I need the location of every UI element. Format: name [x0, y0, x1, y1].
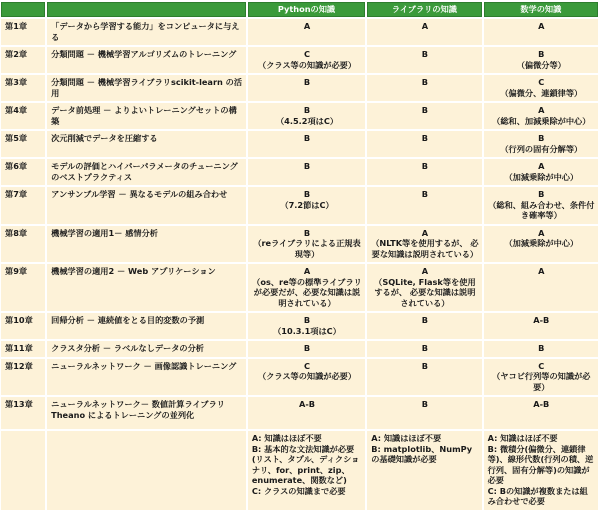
table-row — [1, 47, 598, 73]
rating-note: （総和、組み合わせ、条件付き確率等） — [488, 199, 595, 220]
math-knowledge-cell — [484, 264, 598, 311]
rating-note: （行列の固有分解等） — [500, 143, 583, 154]
legend-line: A: 知識はほぼ不要 — [371, 433, 442, 443]
rating-note: （クラス等の知識が必要） — [258, 59, 357, 70]
table-row — [1, 313, 598, 339]
chapter-title-cell: 分類問題 － 機械学習アルゴリズムのトレーニング — [47, 47, 246, 73]
chapter-title-cell: 次元削減でデータを圧縮する — [47, 131, 246, 157]
math-knowledge-cell — [484, 226, 598, 263]
header-python-knowledge: Pythonの知識 — [248, 2, 365, 17]
library-knowledge-cell — [367, 131, 481, 157]
rating-note: （NLTK等を使用するが、 必要な知識は説明されている） — [371, 238, 479, 259]
library-knowledge-cell — [367, 397, 481, 429]
math-knowledge-cell — [484, 19, 598, 45]
library-knowledge-cell — [367, 264, 481, 311]
chapter-title-cell: 「データから学習する能力」をコンピュータに与える — [47, 19, 246, 45]
header-chapter — [1, 2, 45, 17]
chapter-cell: 第3章 — [1, 75, 45, 101]
chapter-cell: 第11章 — [1, 341, 45, 357]
library-knowledge-cell — [367, 341, 481, 357]
chapter-cell: 第13章 — [1, 397, 45, 429]
rating-label: B — [538, 49, 545, 59]
chapter-cell: 第9章 — [1, 264, 45, 311]
chapter-title-cell: アンサンブル学習 － 異なるモデルの組み合わせ — [47, 187, 246, 224]
table-row — [1, 19, 598, 45]
rating-label: B — [303, 343, 311, 353]
legend-line: B: 微積分(偏微分、連鎖律等)、線形代数(行列の積、逆行列、固有分解等)の知識が必要 — [487, 443, 594, 485]
chapter-title-cell: クラスタ分析 － ラベルなしデータの分析 — [47, 341, 246, 357]
rating-label: B — [421, 105, 429, 115]
rating-label: B — [421, 189, 429, 199]
rating-label: A — [421, 21, 429, 31]
chapter-title-cell: 機械学習の適用1－ 感情分析 — [47, 226, 246, 263]
rating-label: B — [303, 105, 311, 115]
chapter-cell: 第8章 — [1, 226, 45, 263]
math-knowledge-cell — [484, 103, 598, 129]
rating-label: A — [538, 227, 545, 238]
rating-label: B — [421, 360, 429, 371]
table-row — [1, 75, 598, 101]
chapter-cell: 第1章 — [1, 19, 45, 45]
python-knowledge-cell — [248, 19, 365, 45]
rating-label: A — [538, 266, 545, 276]
table-row — [1, 103, 598, 129]
rating-note: （reライブラリによる正規表現等） — [253, 238, 361, 259]
rating-label: C — [538, 360, 545, 371]
python-legend-cell — [248, 431, 365, 510]
rating-note: （ヤコビ行列等の知識が必要） — [492, 371, 591, 392]
legend-line: B: 基本的な文法知識が必要(リスト、タプル、ディクショナリ、for、print、zip、enumerate、関数など) — [251, 443, 360, 485]
rating-note: （加減乗除が中心） — [504, 171, 579, 182]
python-knowledge-cell — [248, 341, 365, 357]
rating-label: A — [303, 266, 311, 276]
chapter-title-cell: 回帰分析 － 連続値をとる目的変数の予測 — [47, 313, 246, 339]
header-library-knowledge: ライブラリの知識 — [367, 2, 481, 17]
math-knowledge-cell — [484, 397, 598, 429]
rating-note: （クラス等の知識が必要） — [258, 371, 357, 381]
rating-label: A — [538, 105, 545, 115]
chapter-cell: 第6章 — [1, 159, 45, 185]
header-title — [47, 2, 246, 17]
rating-label: A-B — [299, 399, 315, 409]
legend-line: A: 知識はほぼ不要 — [487, 433, 558, 443]
library-knowledge-cell — [367, 313, 481, 339]
table-row — [1, 131, 598, 157]
rating-note: （偏微分等） — [516, 59, 566, 70]
table-row — [1, 226, 598, 263]
table-row — [1, 397, 598, 429]
table-row — [1, 187, 598, 224]
python-knowledge-cell — [248, 313, 365, 339]
chapter-cell: 第2章 — [1, 47, 45, 73]
rating-note: （偏微分、連鎖律等） — [500, 87, 583, 98]
rating-label: B — [303, 189, 311, 199]
rating-label: B — [303, 227, 311, 238]
python-knowledge-cell — [248, 397, 365, 429]
rating-note: （SQLite, Flask等を使用するが、 必要な知識は説明されている） — [374, 276, 476, 308]
rating-label: B — [421, 399, 429, 409]
table-row — [1, 159, 598, 185]
chapter-cell: 第7章 — [1, 187, 45, 224]
legend-line: C: クラスの知識まで必要 — [251, 485, 346, 496]
rating-label: B — [303, 315, 311, 325]
math-knowledge-cell — [484, 47, 598, 73]
python-knowledge-cell — [248, 159, 365, 185]
library-knowledge-cell — [367, 103, 481, 129]
library-knowledge-cell — [367, 359, 481, 396]
rating-note: （7.2節はC） — [280, 199, 334, 210]
rating-label: B — [538, 189, 545, 199]
rating-label: B — [421, 133, 429, 143]
rating-label: C — [304, 49, 311, 59]
rating-label: B — [421, 343, 429, 353]
math-knowledge-cell — [484, 131, 598, 157]
library-knowledge-cell — [367, 19, 481, 45]
rating-label: B — [303, 161, 311, 171]
library-knowledge-cell — [367, 47, 481, 73]
math-legend-cell — [484, 431, 598, 510]
rating-label: B — [421, 49, 429, 59]
rating-label: B — [303, 77, 311, 87]
library-knowledge-cell — [367, 226, 481, 263]
legend-row — [1, 431, 598, 510]
chapter-title-cell: 機械学習の適用2 － Web アプリケーション — [47, 264, 246, 311]
library-knowledge-cell — [367, 159, 481, 185]
chapter-title-cell: データ前処理 － よりよいトレーニングセットの構築 — [47, 103, 246, 129]
rating-label: A — [538, 161, 545, 171]
python-knowledge-cell — [248, 226, 365, 263]
chapter-title-cell: モデルの評価とハイパーパラメータのチューニングのベストプラクティス — [47, 159, 246, 185]
math-knowledge-cell — [484, 187, 598, 224]
rating-label: A — [421, 266, 429, 276]
math-knowledge-cell — [484, 313, 598, 339]
legend-line: C: Bの知識が複数または組み合わせで必要 — [487, 485, 588, 506]
python-knowledge-cell — [248, 131, 365, 157]
python-knowledge-cell — [248, 47, 365, 73]
rating-label: A-B — [533, 399, 550, 409]
table-row — [1, 359, 598, 396]
rating-label: C — [538, 77, 545, 87]
library-knowledge-cell — [367, 75, 481, 101]
header-row — [1, 2, 598, 17]
rating-label: A-B — [533, 315, 550, 325]
empty-cell — [47, 431, 246, 510]
chapter-cell: 第4章 — [1, 103, 45, 129]
rating-label: C — [304, 360, 311, 371]
math-knowledge-cell — [484, 159, 598, 185]
math-knowledge-cell — [484, 359, 598, 396]
rating-label: B — [538, 343, 545, 353]
math-knowledge-cell — [484, 75, 598, 101]
header-math-knowledge: 数学の知識 — [484, 2, 598, 17]
chapter-cell: 第12章 — [1, 359, 45, 396]
math-knowledge-cell — [484, 341, 598, 357]
rating-note: （加減乗除が中心） — [504, 238, 579, 248]
rating-note: （総和、加減乗除が中心） — [492, 115, 591, 126]
table-row — [1, 341, 598, 357]
chapter-title-cell: ニューラルネットワーク－ 数値計算ライブラリTheano によるトレーニングの並列化 — [47, 397, 246, 429]
library-legend-cell — [367, 431, 481, 510]
chapter-cell: 第10章 — [1, 313, 45, 339]
chapter-title-cell: ニューラルネットワーク － 画像認識トレーニング — [47, 359, 246, 396]
legend-line: B: matplotlib、NumPyの基礎知識が必要 — [371, 443, 473, 464]
rating-label: B — [421, 77, 429, 87]
chapter-title-cell: 分類問題 － 機械学習ライブラリscikit-learn の活用 — [47, 75, 246, 101]
rating-label: B — [421, 161, 429, 171]
rating-note: （os、re等の標準ライブラリが必要だが、必要な知識は説明されている） — [252, 276, 362, 308]
rating-note: （10.3.1項はC） — [273, 325, 341, 336]
rating-label: A — [421, 227, 429, 238]
rating-label: B — [421, 315, 429, 325]
python-knowledge-cell — [248, 359, 365, 396]
rating-note: （4.5.2項はC） — [275, 115, 339, 126]
library-knowledge-cell — [367, 187, 481, 224]
empty-cell — [1, 431, 45, 510]
rating-label: B — [303, 133, 311, 143]
rating-label: A — [538, 21, 545, 31]
python-knowledge-cell — [248, 103, 365, 129]
rating-label: B — [538, 133, 545, 143]
python-knowledge-cell — [248, 75, 365, 101]
rating-label: A — [303, 21, 311, 31]
python-knowledge-cell — [248, 187, 365, 224]
table-row — [1, 264, 598, 311]
python-knowledge-cell — [248, 264, 365, 311]
legend-line: A: 知識はほぼ不要 — [251, 433, 322, 443]
chapter-cell: 第5章 — [1, 131, 45, 157]
